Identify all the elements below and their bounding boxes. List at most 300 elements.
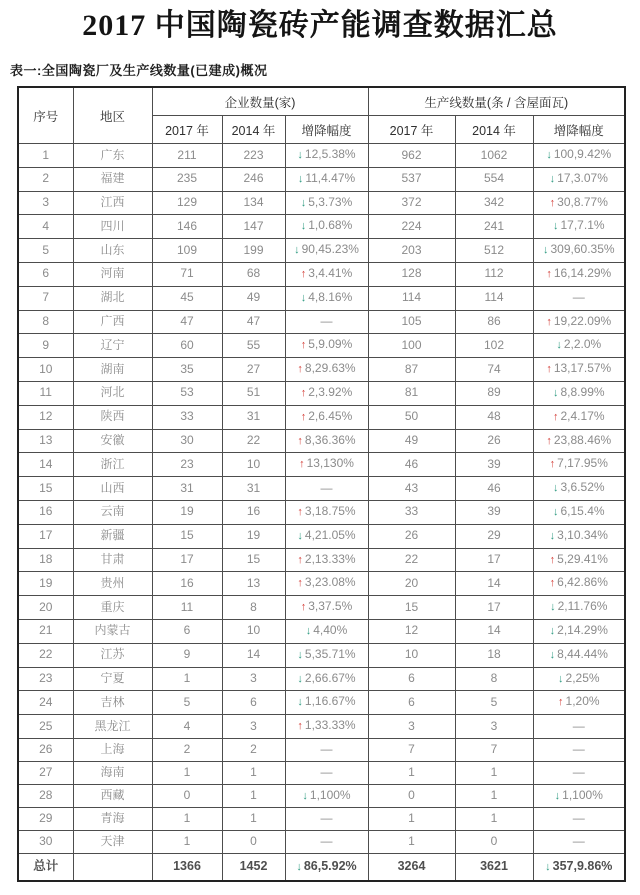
lines-change-cell xyxy=(533,853,625,881)
lines-2017-value: 962 xyxy=(368,144,455,168)
enterprise-2014-value: 10 xyxy=(222,619,285,643)
change-value: 309,60.35% xyxy=(550,242,615,257)
enterprise-2017-value: 23 xyxy=(152,453,222,477)
lines-2017-value: 7 xyxy=(368,738,455,761)
change-value: 8,36.36% xyxy=(304,432,356,447)
enterprise-2017-value: 60 xyxy=(152,334,222,358)
lines-change-cell xyxy=(533,429,625,453)
change-value: 1,33.33% xyxy=(304,718,356,733)
lines-2014-value: 5 xyxy=(455,691,533,715)
down-arrow-icon: ↓ xyxy=(549,624,556,637)
region-name: 河北 xyxy=(73,381,152,405)
total-label: 总计 xyxy=(18,853,73,881)
up-arrow-icon: ↑ xyxy=(549,196,556,209)
change-value: 1,16.67% xyxy=(304,694,356,709)
change-value: 13,17.57% xyxy=(553,361,612,376)
enterprise-2017-value: 15 xyxy=(152,524,222,548)
lines-2014-value: 14 xyxy=(455,572,533,596)
lines-2014-value: 554 xyxy=(455,167,533,191)
enterprise-2017-value: 30 xyxy=(152,429,222,453)
enterprise-change-cell xyxy=(285,167,368,191)
down-arrow-icon: ↓ xyxy=(305,624,312,637)
change-value: — xyxy=(320,811,333,826)
lines-2017-value: 50 xyxy=(368,405,455,429)
lines-2014-value: 89 xyxy=(455,381,533,405)
enterprise-2017-value: 5 xyxy=(152,691,222,715)
up-arrow-icon: ↑ xyxy=(297,434,303,447)
lines-2017-value: 100 xyxy=(368,334,455,358)
change-value: 1,0.68% xyxy=(308,218,353,233)
lines-change-cell xyxy=(533,191,625,215)
table-header xyxy=(18,87,625,144)
region-name: 青海 xyxy=(73,808,152,831)
region-name: 辽宁 xyxy=(73,334,152,358)
down-arrow-icon: ↓ xyxy=(297,172,304,185)
lines-2014-value: 14 xyxy=(455,619,533,643)
region-name: 新疆 xyxy=(73,524,152,548)
up-arrow-icon: ↑ xyxy=(300,267,307,280)
lines-2014-value: 3 xyxy=(455,715,533,739)
enterprise-2017-value: 129 xyxy=(152,191,222,215)
table-row xyxy=(18,643,625,667)
row-index: 4 xyxy=(18,215,73,239)
lines-2017-value: 114 xyxy=(368,286,455,310)
down-arrow-icon: ↓ xyxy=(549,648,556,661)
up-arrow-icon: ↑ xyxy=(297,577,303,590)
enterprise-2017-value: 16 xyxy=(152,572,222,596)
change-value: 11,4.47% xyxy=(305,170,356,185)
enterprise-change-cell xyxy=(285,761,368,784)
enterprise-2017-value: 1 xyxy=(152,761,222,784)
enterprise-2017-value: 211 xyxy=(152,144,222,168)
lines-change-cell xyxy=(533,239,625,263)
enterprise-2017-value: 19 xyxy=(152,500,222,524)
enterprise-2014-value: 199 xyxy=(222,239,285,263)
enterprise-change-cell xyxy=(285,619,368,643)
change-value: 8,29.63% xyxy=(304,361,356,376)
lines-change-cell xyxy=(533,738,625,761)
lines-2014-value: 3621 xyxy=(455,853,533,881)
lines-2017-value: 0 xyxy=(368,784,455,808)
change-value: 1,20% xyxy=(565,694,600,709)
lines-2014-value: 18 xyxy=(455,643,533,667)
change-value: — xyxy=(320,764,333,779)
enterprise-change-cell xyxy=(285,405,368,429)
lines-change-cell xyxy=(533,477,625,501)
change-value: 3,37.5% xyxy=(308,599,353,614)
lines-change-cell xyxy=(533,405,625,429)
lines-change-cell xyxy=(533,784,625,808)
lines-change-cell xyxy=(533,761,625,784)
lines-2017-value: 26 xyxy=(368,524,455,548)
table-row xyxy=(18,524,625,548)
up-arrow-icon: ↑ xyxy=(553,410,559,423)
region-name: 河南 xyxy=(73,262,152,286)
row-index: 16 xyxy=(18,500,73,524)
enterprise-2014-value: 1 xyxy=(222,808,285,831)
col-group-production-lines: 生产线数量(条 / 含屋面瓦) xyxy=(368,87,625,116)
lines-2017-value: 105 xyxy=(368,310,455,334)
enterprise-2017-value: 235 xyxy=(152,167,222,191)
down-arrow-icon: ↓ xyxy=(553,220,559,233)
lines-change-cell xyxy=(533,831,625,854)
table-body xyxy=(18,144,625,881)
region-name: 上海 xyxy=(73,738,152,761)
total-row xyxy=(18,853,625,881)
row-index: 22 xyxy=(18,643,73,667)
region-name xyxy=(73,853,152,881)
enterprise-2014-value: 55 xyxy=(222,334,285,358)
change-value: 357,9.86% xyxy=(552,858,613,873)
row-index: 29 xyxy=(18,808,73,831)
col-header-lines-2014: 2014 年 xyxy=(455,116,533,144)
change-value: — xyxy=(320,834,333,849)
enterprise-2014-value: 223 xyxy=(222,144,285,168)
change-value: 2,4.17% xyxy=(560,408,605,423)
table-row xyxy=(18,784,625,808)
enterprise-change-cell xyxy=(285,286,368,310)
enterprise-2014-value: 0 xyxy=(222,831,285,854)
col-header-enterprise-change: 增降幅度 xyxy=(285,116,368,144)
lines-2017-value: 33 xyxy=(368,500,455,524)
region-name: 湖南 xyxy=(73,358,152,382)
enterprise-2017-value: 1 xyxy=(152,831,222,854)
lines-2017-value: 46 xyxy=(368,453,455,477)
change-value: 7,17.95% xyxy=(557,456,608,471)
up-arrow-icon: ↑ xyxy=(300,386,307,399)
row-index: 17 xyxy=(18,524,73,548)
row-index: 23 xyxy=(18,667,73,691)
down-arrow-icon: ↓ xyxy=(302,789,308,802)
col-header-enterprise-2017: 2017 年 xyxy=(152,116,222,144)
change-value: — xyxy=(572,811,585,826)
lines-2014-value: 112 xyxy=(455,262,533,286)
up-arrow-icon: ↑ xyxy=(297,553,303,566)
change-value: — xyxy=(572,834,585,849)
up-arrow-icon: ↑ xyxy=(300,410,307,423)
up-arrow-icon: ↑ xyxy=(546,434,552,447)
lines-2014-value: 46 xyxy=(455,477,533,501)
lines-change-cell xyxy=(533,453,625,477)
row-index: 2 xyxy=(18,167,73,191)
region-name: 甘肃 xyxy=(73,548,152,572)
down-arrow-icon: ↓ xyxy=(300,196,307,209)
row-index: 7 xyxy=(18,286,73,310)
table-row xyxy=(18,808,625,831)
enterprise-change-cell xyxy=(285,548,368,572)
row-index: 19 xyxy=(18,572,73,596)
lines-2014-value: 39 xyxy=(455,453,533,477)
enterprise-2017-value: 9 xyxy=(152,643,222,667)
change-value: 4,8.16% xyxy=(308,289,353,304)
row-index: 21 xyxy=(18,619,73,643)
down-arrow-icon: ↓ xyxy=(300,220,307,233)
change-value: 16,14.29% xyxy=(553,265,612,280)
lines-2014-value: 1 xyxy=(455,784,533,808)
table-row xyxy=(18,572,625,596)
region-name: 云南 xyxy=(73,500,152,524)
lines-2014-value: 26 xyxy=(455,429,533,453)
lines-2017-value: 22 xyxy=(368,548,455,572)
region-name: 宁夏 xyxy=(73,667,152,691)
lines-2014-value: 8 xyxy=(455,667,533,691)
lines-2017-value: 49 xyxy=(368,429,455,453)
enterprise-2014-value: 31 xyxy=(222,405,285,429)
lines-change-cell xyxy=(533,215,625,239)
lines-2014-value: 1 xyxy=(455,808,533,831)
change-value: — xyxy=(320,741,333,756)
up-arrow-icon: ↑ xyxy=(297,720,303,733)
lines-change-cell xyxy=(533,334,625,358)
enterprise-change-cell xyxy=(285,691,368,715)
enterprise-change-cell xyxy=(285,429,368,453)
change-value: 86,5.92% xyxy=(303,858,357,873)
enterprise-2014-value: 246 xyxy=(222,167,285,191)
enterprise-change-cell xyxy=(285,453,368,477)
lines-change-cell xyxy=(533,144,625,168)
row-index: 26 xyxy=(18,738,73,761)
enterprise-2017-value: 31 xyxy=(152,477,222,501)
lines-change-cell xyxy=(533,715,625,739)
up-arrow-icon: ↑ xyxy=(546,363,552,376)
lines-2014-value: 39 xyxy=(455,500,533,524)
enterprise-2017-value: 1366 xyxy=(152,853,222,881)
enterprise-2014-value: 1452 xyxy=(222,853,285,881)
up-arrow-icon: ↑ xyxy=(549,553,556,566)
enterprise-change-cell xyxy=(285,144,368,168)
down-arrow-icon: ↓ xyxy=(297,529,303,542)
enterprise-2017-value: 6 xyxy=(152,619,222,643)
change-value: — xyxy=(320,480,333,495)
table-row xyxy=(18,761,625,784)
lines-2017-value: 537 xyxy=(368,167,455,191)
change-value: 3,10.34% xyxy=(557,527,608,542)
lines-2014-value: 342 xyxy=(455,191,533,215)
enterprise-2014-value: 31 xyxy=(222,477,285,501)
change-value: 8,44.44% xyxy=(557,646,608,661)
table-row xyxy=(18,619,625,643)
row-index: 12 xyxy=(18,405,73,429)
enterprise-2014-value: 13 xyxy=(222,572,285,596)
change-value: — xyxy=(572,741,585,756)
region-name: 天津 xyxy=(73,831,152,854)
region-name: 贵州 xyxy=(73,572,152,596)
enterprise-2014-value: 51 xyxy=(222,381,285,405)
lines-change-cell xyxy=(533,310,625,334)
lines-change-cell xyxy=(533,667,625,691)
change-value: 12,5.38% xyxy=(304,147,356,161)
lines-2014-value: 74 xyxy=(455,358,533,382)
region-name: 海南 xyxy=(73,761,152,784)
enterprise-2017-value: 1 xyxy=(152,808,222,831)
change-value: 8,8.99% xyxy=(560,384,605,399)
lines-2017-value: 3264 xyxy=(368,853,455,881)
lines-2017-value: 1 xyxy=(368,831,455,854)
enterprise-2014-value: 15 xyxy=(222,548,285,572)
lines-2017-value: 372 xyxy=(368,191,455,215)
region-name: 内蒙古 xyxy=(73,619,152,643)
row-index: 1 xyxy=(18,144,73,168)
enterprise-2014-value: 6 xyxy=(222,691,285,715)
row-index: 5 xyxy=(18,239,73,263)
lines-2014-value: 17 xyxy=(455,548,533,572)
table-row xyxy=(18,215,625,239)
col-header-lines-change: 增降幅度 xyxy=(533,116,625,144)
table-row xyxy=(18,715,625,739)
up-arrow-icon: ↑ xyxy=(558,696,564,709)
down-arrow-icon: ↓ xyxy=(549,172,556,185)
lines-change-cell xyxy=(533,500,625,524)
table-row xyxy=(18,405,625,429)
lines-2014-value: 1062 xyxy=(455,144,533,168)
down-arrow-icon: ↓ xyxy=(553,386,559,399)
table-row xyxy=(18,334,625,358)
lines-2014-value: 86 xyxy=(455,310,533,334)
row-index: 8 xyxy=(18,310,73,334)
down-arrow-icon: ↓ xyxy=(296,860,302,873)
capacity-table xyxy=(17,86,626,882)
lines-change-cell xyxy=(533,524,625,548)
up-arrow-icon: ↑ xyxy=(300,601,307,614)
up-arrow-icon: ↑ xyxy=(297,505,303,518)
lines-2014-value: 29 xyxy=(455,524,533,548)
table-row xyxy=(18,144,625,168)
enterprise-change-cell xyxy=(285,477,368,501)
enterprise-change-cell xyxy=(285,262,368,286)
enterprise-change-cell xyxy=(285,572,368,596)
row-index: 3 xyxy=(18,191,73,215)
change-value: — xyxy=(572,718,585,733)
row-index: 6 xyxy=(18,262,73,286)
down-arrow-icon: ↓ xyxy=(546,149,552,161)
lines-change-cell xyxy=(533,619,625,643)
change-value: 2,3.92% xyxy=(308,384,353,399)
change-value: 2,6.45% xyxy=(308,408,353,423)
lines-2014-value: 512 xyxy=(455,239,533,263)
enterprise-change-cell xyxy=(285,831,368,854)
change-value: 4,40% xyxy=(313,622,348,637)
table-row xyxy=(18,477,625,501)
change-value: 3,6.52% xyxy=(560,480,605,495)
region-name: 山东 xyxy=(73,239,152,263)
lines-2017-value: 128 xyxy=(368,262,455,286)
region-name: 重庆 xyxy=(73,596,152,620)
row-index: 25 xyxy=(18,715,73,739)
down-arrow-icon: ↓ xyxy=(549,529,556,542)
region-name: 安徽 xyxy=(73,429,152,453)
lines-2017-value: 6 xyxy=(368,667,455,691)
enterprise-change-cell xyxy=(285,738,368,761)
enterprise-2014-value: 3 xyxy=(222,667,285,691)
lines-change-cell xyxy=(533,167,625,191)
enterprise-change-cell xyxy=(285,853,368,881)
table-row xyxy=(18,548,625,572)
row-index: 15 xyxy=(18,477,73,501)
enterprise-change-cell xyxy=(285,643,368,667)
down-arrow-icon: ↓ xyxy=(558,672,564,685)
region-name: 广东 xyxy=(73,144,152,168)
change-value: — xyxy=(572,764,585,779)
enterprise-change-cell xyxy=(285,191,368,215)
lines-change-cell xyxy=(533,643,625,667)
region-name: 山西 xyxy=(73,477,152,501)
row-index: 20 xyxy=(18,596,73,620)
lines-2014-value: 114 xyxy=(455,286,533,310)
down-arrow-icon: ↓ xyxy=(297,696,303,709)
enterprise-change-cell xyxy=(285,358,368,382)
lines-2017-value: 6 xyxy=(368,691,455,715)
change-value: — xyxy=(320,314,333,329)
enterprise-2014-value: 14 xyxy=(222,643,285,667)
change-value: 3,23.08% xyxy=(304,575,356,590)
change-value: 3,18.75% xyxy=(304,503,356,518)
enterprise-2014-value: 3 xyxy=(222,715,285,739)
lines-2017-value: 12 xyxy=(368,619,455,643)
enterprise-2014-value: 1 xyxy=(222,784,285,808)
lines-2014-value: 1 xyxy=(455,761,533,784)
table-row xyxy=(18,596,625,620)
page-title: 2017 中国陶瓷砖产能调查数据汇总 xyxy=(82,9,558,42)
enterprise-2014-value: 8 xyxy=(222,596,285,620)
enterprise-2017-value: 33 xyxy=(152,405,222,429)
enterprise-2014-value: 47 xyxy=(222,310,285,334)
enterprise-2014-value: 22 xyxy=(222,429,285,453)
enterprise-2014-value: 134 xyxy=(222,191,285,215)
enterprise-2014-value: 147 xyxy=(222,215,285,239)
change-value: 19,22.09% xyxy=(553,313,612,328)
lines-2017-value: 15 xyxy=(368,596,455,620)
region-name: 四川 xyxy=(73,215,152,239)
col-header-region: 地区 xyxy=(73,87,152,144)
change-value: 2,13.33% xyxy=(304,551,356,566)
change-value: 5,29.41% xyxy=(557,551,608,566)
enterprise-2017-value: 4 xyxy=(152,715,222,739)
change-value: 2,66.67% xyxy=(304,670,356,685)
enterprise-2017-value: 47 xyxy=(152,310,222,334)
table-row xyxy=(18,691,625,715)
down-arrow-icon: ↓ xyxy=(553,482,559,495)
lines-2017-value: 3 xyxy=(368,715,455,739)
region-name: 浙江 xyxy=(73,453,152,477)
change-value: 30,8.77% xyxy=(557,194,608,209)
table-row xyxy=(18,453,625,477)
enterprise-2017-value: 45 xyxy=(152,286,222,310)
down-arrow-icon: ↓ xyxy=(543,244,549,257)
table-row xyxy=(18,310,625,334)
lines-change-cell xyxy=(533,262,625,286)
enterprise-2014-value: 68 xyxy=(222,262,285,286)
up-arrow-icon: ↑ xyxy=(549,577,556,590)
row-index: 9 xyxy=(18,334,73,358)
enterprise-2017-value: 146 xyxy=(152,215,222,239)
enterprise-change-cell xyxy=(285,715,368,739)
change-value: 2,25% xyxy=(565,670,600,685)
down-arrow-icon: ↓ xyxy=(294,244,300,257)
lines-change-cell xyxy=(533,548,625,572)
lines-2014-value: 17 xyxy=(455,596,533,620)
enterprise-change-cell xyxy=(285,500,368,524)
change-value: 17,3.07% xyxy=(557,170,608,185)
row-index: 18 xyxy=(18,548,73,572)
enterprise-2017-value: 109 xyxy=(152,239,222,263)
enterprise-2017-value: 2 xyxy=(152,738,222,761)
change-value: 6,42.86% xyxy=(557,575,608,590)
table-row xyxy=(18,286,625,310)
region-name: 湖北 xyxy=(73,286,152,310)
down-arrow-icon: ↓ xyxy=(556,339,562,352)
table-row xyxy=(18,500,625,524)
lines-2017-value: 81 xyxy=(368,381,455,405)
